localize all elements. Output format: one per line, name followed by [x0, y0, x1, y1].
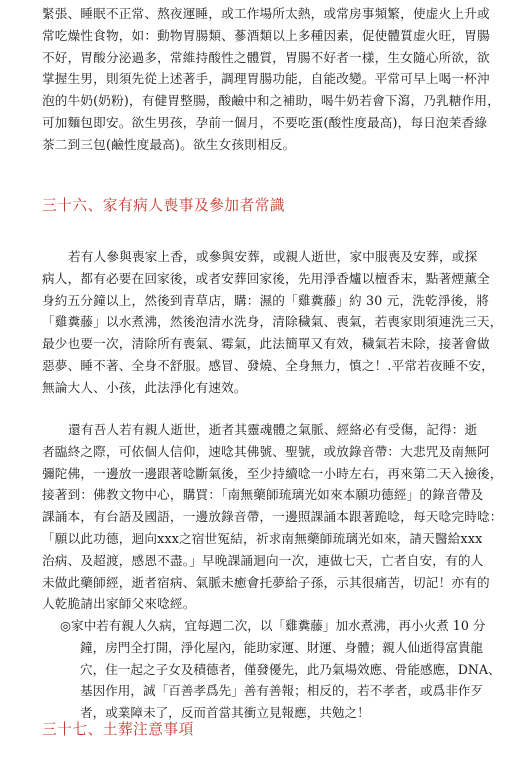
text-line: 茶二到三包(鹼性度最高)。欲生女孩則相反。: [42, 136, 296, 152]
text-line: 彌陀佛，一邊放一邊跟著唸斷氣後，至少持續唸一小時左右，再來第二天入撿後，: [42, 465, 503, 481]
text-line: 接著到：佛教文物中心，購買：「南無藥師琉璃光如來本願功德經」的錄音帶及: [42, 487, 484, 503]
text-line: 人乾脆請出家師父來唸經。: [42, 596, 196, 612]
note-line: 穴，住一起之子女及積德者，僅發優先，此乃氣場效應、骨能感應，DNA、: [80, 661, 501, 677]
note-line: 者，或業障未了，反而首當其衝立見報應，共勉之！: [80, 705, 370, 721]
text-line: 治病、及超渡，感恩不盡。」早晚課誦迴向一次，連做七天，亡者自安，有的人: [42, 552, 484, 568]
text-line: 「願以此功德，迴向xxx之宿世冤結，祈求南無藥師琉璃光如來，請天醫給xxx: [42, 530, 483, 546]
text-line: 若有人參與喪家上香，或參與安葬，或親人逝世，家中服喪及安葬，或探: [68, 249, 478, 264]
paragraph-36b: [42, 419, 503, 615]
text-line: 惡夢、睡不著、全身不舒服。感冒、發燒、全身無力，慎之！.平常若夜睡不安，: [42, 357, 494, 373]
note-block: [60, 615, 501, 724]
text-line: 最少也要一次，清除所有喪氣、霉氣，此法簡單又有效，穢氣若未除，接著會做: [42, 336, 490, 352]
text-line: 緊張、睡眠不正常、熬夜運睡，或工作場所太熱，或常房事頻繁，使虚火上升或: [42, 6, 490, 21]
text-line: 病人，都有必要在回家後，或者安葬回家後，先用淨香爐以檀香末，點著煙薰全: [42, 270, 490, 286]
section-heading-36: 三十六、家有病人喪事及參加者常識: [42, 197, 286, 214]
text-line: 不好，胃酸分泌過多，常維持酸性之體質，胃腸不好者一樣，生女隨心所欲，欲: [42, 49, 490, 65]
text-line: 可加麵包即安。欲生男孩，孕前一個月，不要吃蛋(酸性度最高)，每日泡茉香綠: [42, 114, 488, 130]
paragraph-36a: [42, 246, 503, 399]
note-line: 基因作用，誠「百善孝爲先」善有善報；相反的，若不孝者，或爲非作歹: [80, 683, 483, 699]
text-line: 泡的牛奶(奶粉)，有健胃整腸，酸鹼中和之補助，喝牛奶若會下瀉，乃乳糖作用，: [42, 93, 501, 109]
text-line: 常吃燥性食物，如：動物胃腸類、蔘酒類以上多種因素，促使體質虚火旺，胃腸: [42, 27, 490, 43]
text-line: 「雞糞藤」以水煮沸，然後泡清水洗身，清除穢氣、喪氣，若喪家則須連洗三天，: [42, 314, 503, 330]
text-line: 未做此藥師經，逝者宿病、氣脈未癒會托夢給子孫，示其很痛苦，切記！亦有的: [42, 574, 490, 590]
section-heading-37: 三十七、土葬注意事項: [42, 721, 194, 738]
note-line: ◎家中若有親人久病，宜每週二次，以「雞糞藤」加水煮沸，再小火煮 10 分: [60, 618, 486, 633]
text-line: 掌握生男，則須先從上述著手，調理胃腸功能，自能改變。平常可早上喝一杯沖: [42, 71, 490, 87]
paragraph-top: [42, 3, 501, 156]
text-line: 者臨終之際，可依個人信仰，速唸其佛號、聖號，或放錄音帶：大悲咒及南無阿: [42, 443, 490, 459]
text-line: 身約五分鐘以上，然後到青草店，購：濕的「雞糞藤」約 30 元，洗乾淨後，將: [42, 292, 490, 308]
text-line: 課誦本，有台語及國語，一邊放錄音帶，一邊照課誦本跟著跪唸，每天唸完時唸：: [42, 509, 503, 525]
note-line: 鐘，房門全打開，淨化屋內，能助家運、財運、身體；親人仙逝得富貴龍: [80, 639, 483, 655]
text-line: 無論大人、小孩，此法淨化有速效。: [42, 379, 247, 395]
text-line: 還有吾人若有親人逝世，逝者其靈魂體之氣脈、經絡必有受傷，記得：逝: [68, 422, 478, 437]
